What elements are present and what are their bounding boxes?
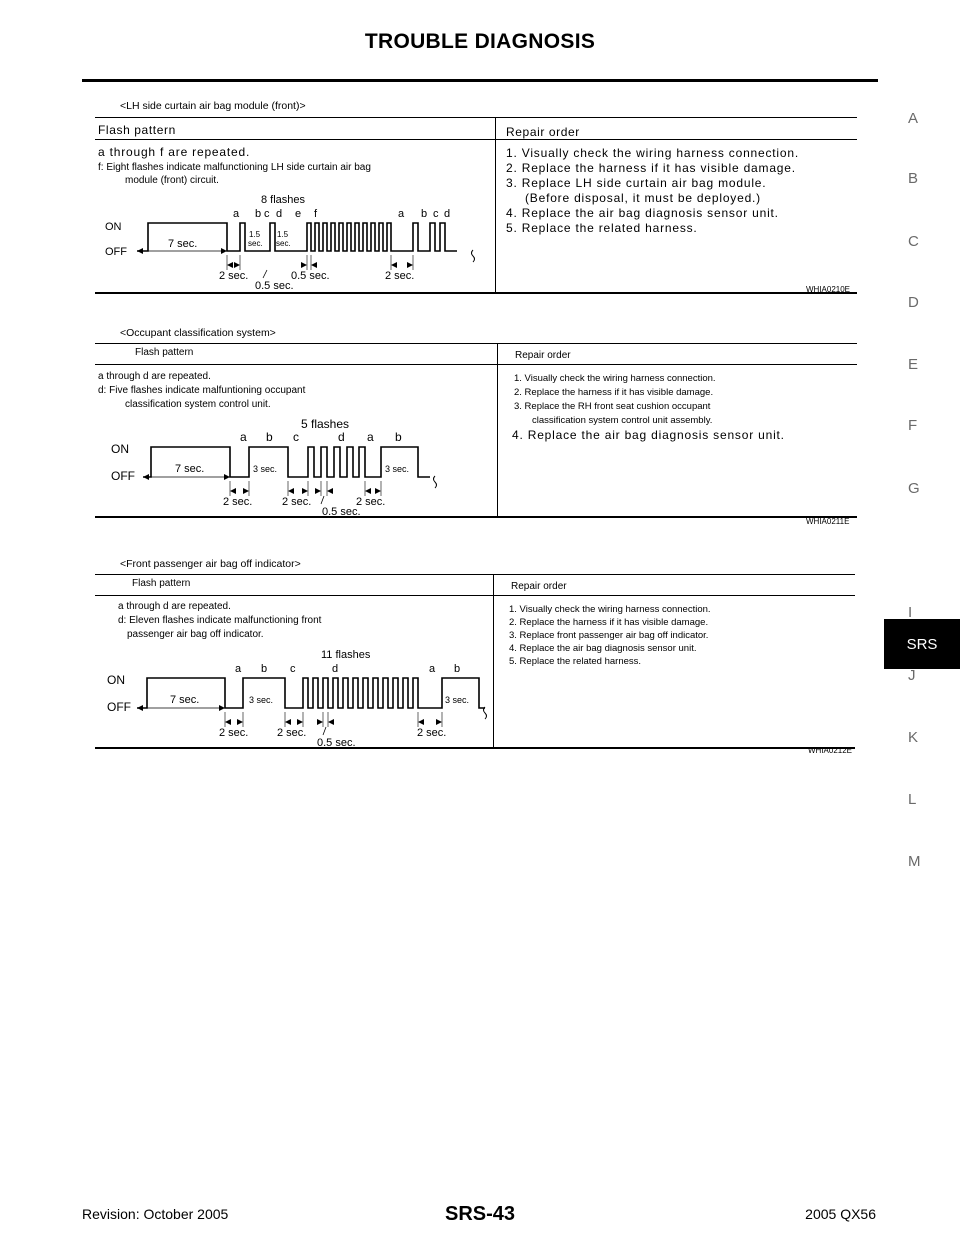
section-3-flash-diagram [95,647,493,747]
section-3-table [95,574,855,755]
off-label: OFF [105,246,127,258]
section-2-caption: <Occupant classification system> [120,327,276,339]
seq-letter-c: c [264,208,270,220]
seq-letter-d: d [332,663,339,675]
sub-1-5-label: 1.5 [277,230,289,239]
seven-sec-label: 7 sec. [175,463,205,475]
section-1-repair-step: 1. Visually check the wiring harness connection. [506,146,799,160]
side-index-a[interactable]: A [908,110,919,127]
section-1-column-divider [495,118,496,292]
seq-letter-a: a [398,208,405,220]
section-3-repair-order-header: Repair order [511,581,567,592]
section-3-caption: <Front passenger air bag off indicator> [120,558,301,570]
section-1-pattern-desc: a through f are repeated. [98,145,251,159]
timing-2sec: 2 sec. [282,496,312,508]
section-2-flash-waveform [95,416,497,516]
side-index-f[interactable]: F [908,417,918,434]
seq-letter-e: e [295,208,302,220]
timing-0-5sec: 0.5 sec. [291,270,330,282]
page-title: TROUBLE DIAGNOSIS [364,30,596,53]
seven-sec-label: 7 sec. [170,694,200,706]
seq-letter-a: a [367,430,374,444]
on-label: ON [111,442,129,456]
timing-2sec: 2 sec. [219,270,249,282]
side-index-e[interactable]: E [908,356,919,373]
section-1-ref-code: WHIA0210E [806,285,851,294]
section-2-pattern-desc-3: classification system control unit. [125,399,271,410]
section-3-repair-step: 3. Replace front passenger air bag off indicator. [509,630,709,641]
section-3-repair-step: 1. Visually check the wiring harness connection. [509,604,711,615]
section-3-column-divider [493,575,494,747]
section-2-flash-pattern-header: Flash pattern [135,347,194,358]
section-2-repair-step: 4. Replace the air bag diagnosis sensor unit. [512,428,785,442]
section-3-flash-pattern-header: Flash pattern [132,578,191,589]
seq-letter-b: b [261,663,268,675]
seq-letter-f: f [314,208,318,220]
timing-2sec: 2 sec. [417,727,447,739]
side-index-d[interactable]: D [908,294,919,311]
off-label: OFF [111,469,135,483]
seq-letter-c: c [293,430,299,444]
section-2-pattern-desc-2: d: Five flashes indicate malfuntioning occupant [98,385,306,396]
flash-count-label: 11 flashes [321,649,371,661]
section-3-ref-code: WHIA0212E [808,746,853,755]
section-3-pattern-desc-2: d: Eleven flashes indicate malfunctioning front [118,615,322,626]
section-1-caption: <LH side curtain air bag module (front)> [120,100,306,112]
timing-2sec: 2 sec. [277,727,307,739]
footer-page-number: SRS-43 [444,1203,516,1225]
section-1-repair-step: 4. Replace the air bag diagnosis sensor unit. [506,206,779,220]
section-3-pattern-desc: a through d are repeated. [118,601,231,612]
timing-0-5sec: 0.5 sec. [322,506,361,516]
seq-letter-a: a [429,663,436,675]
seq-letter-a: a [235,663,242,675]
section-2-repair-step: classification system control unit assembly. [532,415,713,426]
side-index-m[interactable]: M [908,853,921,870]
section-2-repair-step: 3. Replace the RH front seat cushion occupant [514,401,711,412]
on-label: ON [105,221,122,233]
seq-letter-d: d [276,208,283,220]
on-label: ON [107,673,125,687]
section-3-repair-step: 2. Replace the harness if it has visible damage. [509,617,709,628]
three-sec-label: 3 sec. [445,695,470,705]
timing-2sec: 2 sec. [356,496,386,508]
seq-letter-b: b [395,430,402,444]
section-2-repair-step: 2. Replace the harness if it has visible damage. [514,387,714,398]
seq-letter-d: d [444,208,451,220]
seven-sec-label: 7 sec. [168,238,198,250]
section-1-repair-step: 3. Replace LH side curtain air bag module. [506,176,767,190]
section-2-repair-order-header: Repair order [515,350,571,361]
section-2-column-divider [497,344,498,516]
section-2-table [95,343,857,526]
section-3-repair-step: 4. Replace the air bag diagnosis sensor unit. [509,643,697,654]
side-index-b[interactable]: B [908,170,919,187]
off-label: OFF [107,700,131,714]
side-index-l[interactable]: L [908,791,917,808]
section-2-repair-step: 1. Visually check the wiring harness connection. [514,373,716,384]
section-1-flash-pattern-header: Flash pattern [98,123,176,137]
seq-letter-c: c [290,663,296,675]
section-1-header-rule [95,139,857,140]
timing-2sec: 2 sec. [219,727,249,739]
side-index-c[interactable]: C [908,233,919,250]
header-rule [82,79,878,82]
section-1-flash-diagram [95,190,495,290]
seq-letter-b: b [454,663,461,675]
seq-letter-a: a [240,430,247,444]
side-index-i[interactable]: I [908,604,913,621]
sub-1-5-label: 1.5 [249,230,261,239]
flash-count-label: 8 flashes [261,194,306,206]
seq-letter-a: a [233,208,240,220]
section-2-header-rule [95,364,857,365]
section-1-repair-step: 5. Replace the related harness. [506,221,698,235]
side-index-srs-active[interactable]: SRS [884,619,960,669]
section-2-flash-diagram [95,416,497,516]
section-1-table [95,117,857,294]
side-index-j[interactable]: J [908,667,916,684]
timing-0-5sec: 0.5 sec. [255,280,294,290]
section-3-flash-waveform [95,647,493,747]
seq-letter-b: b [266,430,273,444]
seq-letter-b: b [421,208,428,220]
section-1-flash-waveform [95,190,495,290]
three-sec-label: 3 sec. [385,464,410,474]
timing-2sec: 2 sec. [223,496,253,508]
section-1-pattern-desc-3: module (front) circuit. [125,175,219,186]
timing-0-5sec: 0.5 sec. [317,737,356,747]
section-1-repair-step: 2. Replace the harness if it has visible damage. [506,161,796,175]
section-1-pattern-desc-2: f: Eight flashes indicate malfunctioning LH side curtain air bag [98,162,371,173]
side-index-g[interactable]: G [908,480,920,497]
three-sec-label: 3 sec. [249,695,274,705]
seq-letter-d: d [338,430,345,444]
section-3-repair-step: 5. Replace the related harness. [509,656,642,667]
seq-letter-b: b [255,208,262,220]
timing-2sec: 2 sec. [385,270,415,282]
flash-count-label: 5 flashes [301,417,350,431]
footer-model: 2005 QX56 [805,1206,876,1222]
section-1-repair-order-header: Repair order [506,125,580,139]
footer-revision: Revision: October 2005 [82,1206,229,1222]
side-index-k[interactable]: K [908,729,919,746]
sub-sec-label: sec. [248,239,263,248]
section-2-ref-code: WHIA0211E [806,517,850,526]
sub-sec-label: sec. [276,239,291,248]
three-sec-label: 3 sec. [253,464,278,474]
section-2-pattern-desc: a through d are repeated. [98,371,211,382]
seq-letter-c: c [433,208,439,220]
section-1-repair-step: (Before disposal, it must be deployed.) [525,191,761,205]
section-3-pattern-desc-3: passenger air bag off indicator. [127,629,264,640]
section-3-header-rule [95,595,855,596]
